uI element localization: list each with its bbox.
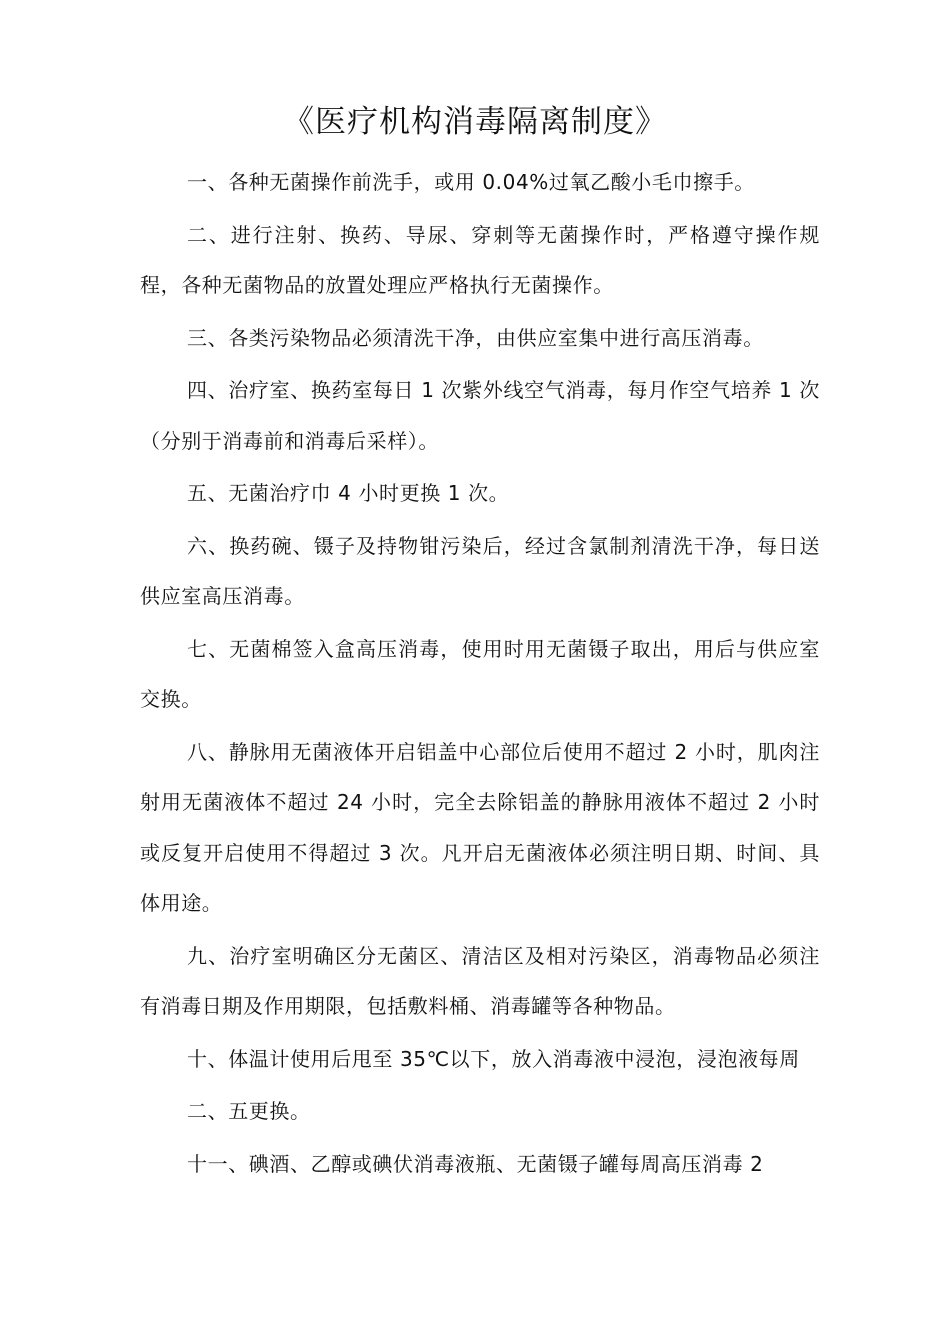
paragraph-text: 一、各种无菌操作前洗手，或用 0.04%过氧乙酸小毛巾擦手。 <box>187 170 755 194</box>
paragraph-4 <box>140 365 820 466</box>
paragraph-2 <box>140 210 820 311</box>
paragraph-6 <box>140 521 820 622</box>
paragraph-11 <box>140 1086 820 1137</box>
paragraph-text: 七、无菌棉签入盒高压消毒，使用时用无菌镊子取出，用后与供应室交换。 <box>140 636 820 711</box>
paragraph-10 <box>140 1034 820 1085</box>
document-title: 《医疗机构消毒隔离制度》 <box>283 104 667 140</box>
paragraph-text: 二、五更换。 <box>187 1099 311 1123</box>
paragraph-3 <box>140 313 820 364</box>
paragraph-8 <box>140 727 820 929</box>
paragraph-text: 六、换药碗、镊子及持物钳污染后，经过含氯制剂清洗干净，每日送供应室高压消毒。 <box>140 533 820 608</box>
document-body <box>140 157 820 1191</box>
paragraph-text: 八、静脉用无菌液体开启铝盖中心部位后使用不超过 2 小时，肌肉注射用无菌液体不超过 24 小时，完全去除铝盖的静脉用液体不超过 2 小时或反复开启使用不得超过 3 次。凡开启无菌液体必须注明日期、时间、具体用途。 <box>140 739 820 915</box>
paragraph-text: 二、进行注射、换药、导尿、穿刺等无菌操作时，严格遵守操作规程，各种无菌物品的放置处理应严格执行无菌操作。 <box>140 222 820 297</box>
paragraph-text: 三、各类污染物品必须清洗干净，由供应室集中进行高压消毒。 <box>187 325 764 350</box>
paragraph-text: 五、无菌治疗巾 4 小时更换 1 次。 <box>187 481 510 505</box>
paragraph-text: 四、治疗室、换药室每日 1 次紫外线空气消毒，每月作空气培养 1 次（分别于消毒前和消毒后采样）。 <box>140 378 820 453</box>
paragraph-9 <box>140 931 820 1032</box>
paragraph-5 <box>140 468 820 519</box>
paragraph-1 <box>140 157 820 208</box>
paragraph-text: 九、治疗室明确区分无菌区、清洁区及相对污染区，消毒物品必须注有消毒日期及作用期限，包括敷料桶、消毒罐等各种物品。 <box>140 943 820 1018</box>
paragraph-7 <box>140 624 820 725</box>
paragraph-text: 十、体温计使用后甩至 35℃以下，放入消毒液中浸泡，浸泡液每周 <box>187 1046 800 1071</box>
paragraph-text: 十一、碘酒、乙醇或碘伏消毒液瓶、无菌镊子罐每周高压消毒 2 <box>187 1151 764 1176</box>
paragraph-12 <box>140 1139 820 1190</box>
